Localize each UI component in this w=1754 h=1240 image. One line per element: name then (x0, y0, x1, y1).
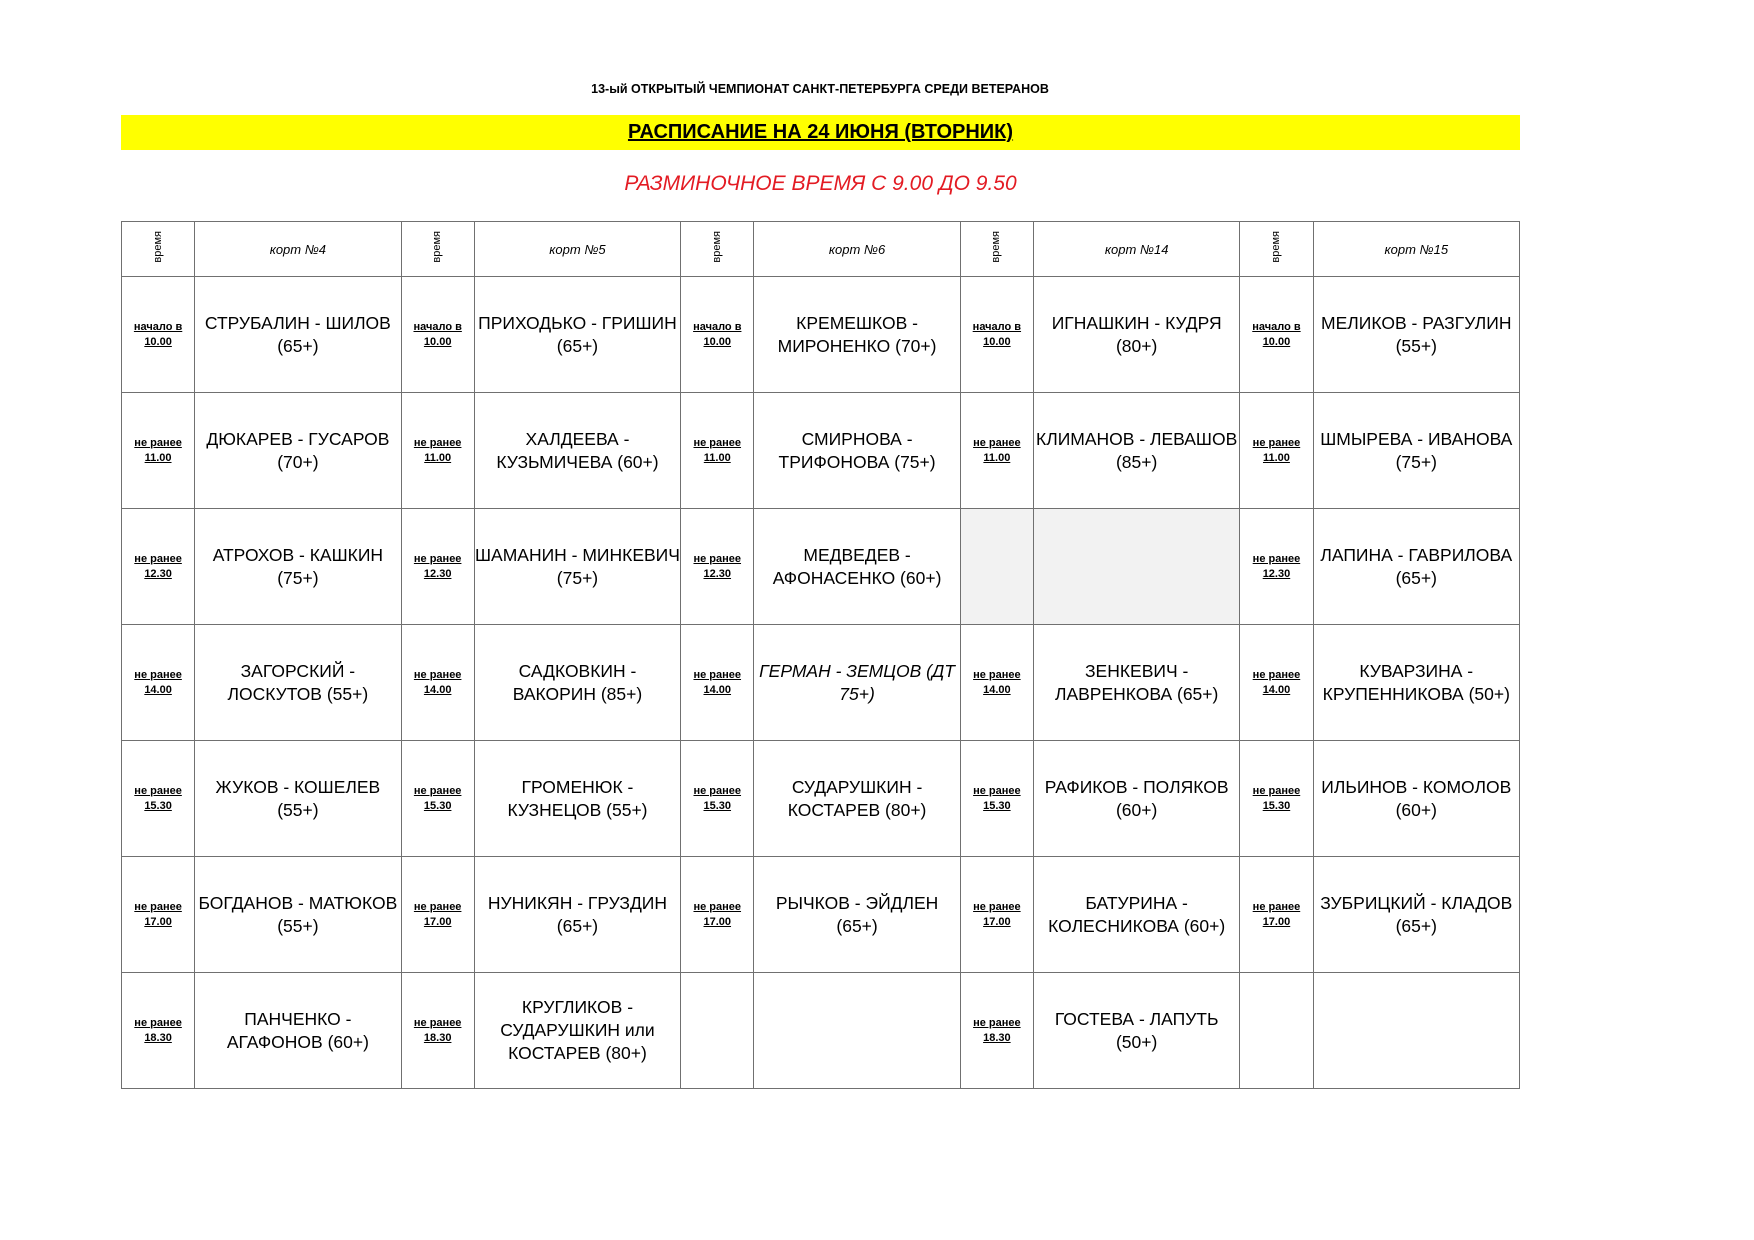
time-slot-label: не ранее (413, 900, 462, 913)
time-slot-cell (122, 857, 195, 973)
time-header-label: время (431, 230, 444, 263)
time-slot-value: 14.00 (703, 683, 732, 696)
time-slot-cell (122, 393, 195, 509)
time-slot-label: не ранее (413, 436, 462, 449)
time-slot-cell (122, 625, 195, 741)
time-slot-label: начало в (1252, 320, 1301, 333)
time-slot-value: 10.00 (703, 335, 732, 348)
match-cell: МЕЛИКОВ - РАЗГУЛИН (55+) (1313, 277, 1519, 393)
match-cell: ИЛЬИНОВ - КОМОЛОВ (60+) (1313, 741, 1519, 857)
time-slot-cell (681, 277, 754, 393)
time-slot-label: не ранее (693, 900, 742, 913)
table-row (122, 393, 1520, 509)
time-slot-cell (681, 741, 754, 857)
time-slot-label: начало в (133, 320, 183, 333)
time-slot-cell (122, 741, 195, 857)
match-cell: БАТУРИНА - КОЛЕСНИКОВА (60+) (1033, 857, 1239, 973)
time-slot-value: 14.00 (423, 683, 452, 696)
time-slot-cell (960, 509, 1033, 625)
match-cell: ГЕРМАН - ЗЕМЦОВ (ДТ 75+) (754, 625, 960, 741)
match-cell: САДКОВКИН - ВАКОРИН (85+) (474, 625, 680, 741)
match-cell: КРЕМЕШКОВ - МИРОНЕНКО (70+) (754, 277, 960, 393)
time-slot-value: 12.30 (703, 567, 732, 580)
time-slot-label: не ранее (973, 784, 1021, 797)
time-slot-value: 15.30 (983, 799, 1011, 812)
time-slot-label: не ранее (413, 1016, 462, 1029)
time-slot-label: не ранее (693, 552, 742, 565)
time-header-label: время (151, 230, 164, 263)
time-slot-cell (401, 857, 474, 973)
time-slot-label: не ранее (134, 436, 182, 449)
time-slot-cell (960, 857, 1033, 973)
time-slot-value: 11.00 (1262, 451, 1290, 464)
time-slot-label: не ранее (1252, 552, 1301, 565)
time-slot-cell (1240, 277, 1313, 393)
match-cell: ЗУБРИЦКИЙ - КЛАДОВ (65+) (1313, 857, 1519, 973)
court-header: корт №15 (1313, 222, 1519, 277)
time-slot-cell (401, 973, 474, 1089)
time-slot-cell (401, 393, 474, 509)
time-slot-value: 12.30 (423, 567, 452, 580)
time-slot-label: не ранее (413, 784, 462, 797)
time-slot-value: 12.30 (1262, 567, 1291, 580)
match-cell: ШАМАНИН - МИНКЕВИЧ (75+) (474, 509, 680, 625)
match-cell: ДЮКАРЕВ - ГУСАРОВ (70+) (195, 393, 401, 509)
time-slot-value: 10.00 (144, 335, 172, 348)
time-slot-value: 12.30 (144, 567, 172, 580)
time-slot-label: не ранее (973, 436, 1021, 449)
table-row (122, 509, 1520, 625)
match-cell: СМИРНОВА - ТРИФОНОВА (75+) (754, 393, 960, 509)
time-slot-value: 10.00 (423, 335, 452, 348)
time-slot-label: не ранее (1252, 900, 1301, 913)
time-column-header (401, 222, 474, 277)
match-cell: ПАНЧЕНКО - АГАФОНОВ (60+) (195, 973, 401, 1089)
time-slot-cell (960, 393, 1033, 509)
time-slot-label: не ранее (134, 900, 182, 913)
match-cell: ЗЕНКЕВИЧ - ЛАВРЕНКОВА (65+) (1033, 625, 1239, 741)
empty-match-cell (1033, 509, 1239, 625)
match-cell: ЗАГОРСКИЙ - ЛОСКУТОВ (55+) (195, 625, 401, 741)
time-slot-label: не ранее (413, 668, 462, 681)
match-cell: ХАЛДЕЕВА - КУЗЬМИЧЕВА (60+) (474, 393, 680, 509)
table-row (122, 625, 1520, 741)
table-row (122, 973, 1520, 1089)
time-slot-value: 14.00 (144, 683, 172, 696)
time-slot-label: не ранее (1252, 668, 1301, 681)
time-slot-label: не ранее (1252, 784, 1301, 797)
match-cell: ШМЫРЕВА - ИВАНОВА (75+) (1313, 393, 1519, 509)
schedule-body (122, 277, 1520, 1089)
match-cell: ГРОМЕНЮК - КУЗНЕЦОВ (55+) (474, 741, 680, 857)
time-slot-value: 15.30 (703, 799, 732, 812)
warmup-time-note: РАЗМИНОЧНОЕ ВРЕМЯ С 9.00 ДО 9.50 (624, 172, 1017, 195)
schedule-title: РАСПИСАНИЕ НА 24 ИЮНЯ (ВТОРНИК) (627, 121, 1014, 143)
time-slot-label: начало в (413, 320, 462, 333)
time-slot-label: не ранее (134, 668, 182, 681)
time-slot-cell (681, 973, 754, 1089)
match-cell: НУНИКЯН - ГРУЗДИН (65+) (474, 857, 680, 973)
table-row (122, 741, 1520, 857)
court-header: корт №4 (195, 222, 401, 277)
time-column-header (122, 222, 195, 277)
time-slot-cell (1240, 857, 1313, 973)
empty-match-cell (754, 973, 960, 1089)
time-slot-value: 17.00 (144, 915, 172, 928)
time-slot-cell (1240, 509, 1313, 625)
time-slot-cell (1240, 393, 1313, 509)
time-slot-value: 18.30 (144, 1031, 172, 1044)
schedule-banner (121, 115, 1520, 150)
time-slot-label: не ранее (693, 784, 742, 797)
table-row (122, 277, 1520, 393)
time-slot-value: 15.30 (144, 799, 172, 812)
time-slot-label: не ранее (693, 668, 742, 681)
match-cell: ИГНАШКИН - КУДРЯ (80+) (1033, 277, 1239, 393)
time-slot-value: 10.00 (1262, 335, 1291, 348)
time-column-header (681, 222, 754, 277)
time-slot-value: 11.00 (144, 451, 172, 464)
time-slot-cell (401, 741, 474, 857)
time-slot-label: не ранее (134, 552, 182, 565)
time-slot-value: 15.30 (1262, 799, 1291, 812)
time-slot-label: не ранее (973, 668, 1021, 681)
time-slot-label: не ранее (413, 552, 462, 565)
match-cell: ПРИХОДЬКО - ГРИШИН (65+) (474, 277, 680, 393)
time-slot-cell (681, 857, 754, 973)
empty-match-cell (1313, 973, 1519, 1089)
match-cell: СТРУБАЛИН - ШИЛОВ (65+) (195, 277, 401, 393)
time-slot-cell (960, 625, 1033, 741)
time-slot-value: 17.00 (423, 915, 452, 928)
time-slot-cell (1240, 973, 1313, 1089)
match-cell: ЖУКОВ - КОШЕЛЕВ (55+) (195, 741, 401, 857)
time-slot-cell (122, 277, 195, 393)
time-column-header (1240, 222, 1313, 277)
time-slot-label: начало в (693, 320, 742, 333)
court-header: корт №5 (474, 222, 680, 277)
time-header-label: время (990, 230, 1003, 263)
court-header: корт №6 (754, 222, 960, 277)
time-slot-value: 11.00 (703, 451, 731, 464)
match-cell: КЛИМАНОВ - ЛЕВАШОВ (85+) (1033, 393, 1239, 509)
match-cell: АТРОХОВ - КАШКИН (75+) (195, 509, 401, 625)
time-slot-value: 18.30 (983, 1031, 1011, 1044)
time-slot-cell (401, 625, 474, 741)
time-slot-value: 17.00 (983, 915, 1011, 928)
match-cell: КРУГЛИКОВ - СУДАРУШКИН или КОСТАРЕВ (80+) (474, 973, 680, 1089)
match-cell: СУДАРУШКИН - КОСТАРЕВ (80+) (754, 741, 960, 857)
time-slot-value: 14.00 (1262, 683, 1291, 696)
time-slot-value: 18.30 (423, 1031, 452, 1044)
time-slot-cell (401, 509, 474, 625)
time-slot-label: не ранее (973, 900, 1021, 913)
time-slot-cell (960, 973, 1033, 1089)
time-slot-label: не ранее (1252, 436, 1301, 449)
time-slot-cell (122, 973, 195, 1089)
time-header-label: время (1269, 230, 1282, 263)
time-slot-cell (1240, 741, 1313, 857)
time-header-label: время (710, 230, 723, 263)
time-slot-value: 17.00 (1262, 915, 1291, 928)
time-slot-value: 11.00 (424, 451, 452, 464)
time-slot-cell (960, 277, 1033, 393)
time-slot-value: 11.00 (983, 451, 1011, 464)
match-cell: ГОСТЕВА - ЛАПУТЬ (50+) (1033, 973, 1239, 1089)
match-cell: МЕДВЕДЕВ - АФОНАСЕНКО (60+) (754, 509, 960, 625)
match-cell: КУВАРЗИНА - КРУПЕННИКОВА (50+) (1313, 625, 1519, 741)
table-row (122, 857, 1520, 973)
time-slot-value: 14.00 (983, 683, 1011, 696)
match-cell: РЫЧКОВ - ЭЙДЛЕН (65+) (754, 857, 960, 973)
match-cell: РАФИКОВ - ПОЛЯКОВ (60+) (1033, 741, 1239, 857)
match-cell: БОГДАНОВ - МАТЮКОВ (55+) (195, 857, 401, 973)
time-slot-label: начало в (972, 320, 1022, 333)
time-slot-label: не ранее (693, 436, 742, 449)
time-slot-cell (681, 393, 754, 509)
time-slot-value: 10.00 (983, 335, 1011, 348)
time-slot-cell (681, 509, 754, 625)
match-cell: ЛАПИНА - ГАВРИЛОВА (65+) (1313, 509, 1519, 625)
time-slot-label: не ранее (134, 1016, 182, 1029)
time-slot-cell (122, 509, 195, 625)
time-slot-cell (401, 277, 474, 393)
time-slot-value: 17.00 (703, 915, 732, 928)
document-title: 13-ый ОТКРЫТЫЙ ЧЕМПИОНАТ САНКТ-ПЕТЕРБУРГА СРЕДИ ВЕТЕРАНОВ (591, 82, 1049, 96)
time-slot-label: не ранее (134, 784, 182, 797)
time-column-header (960, 222, 1033, 277)
time-slot-cell (960, 741, 1033, 857)
time-slot-cell (1240, 625, 1313, 741)
time-slot-label: не ранее (973, 1016, 1021, 1029)
table-header-row (122, 222, 1520, 277)
time-slot-value: 15.30 (423, 799, 452, 812)
schedule-table (121, 221, 1520, 1089)
court-header: корт №14 (1033, 222, 1239, 277)
time-slot-cell (681, 625, 754, 741)
